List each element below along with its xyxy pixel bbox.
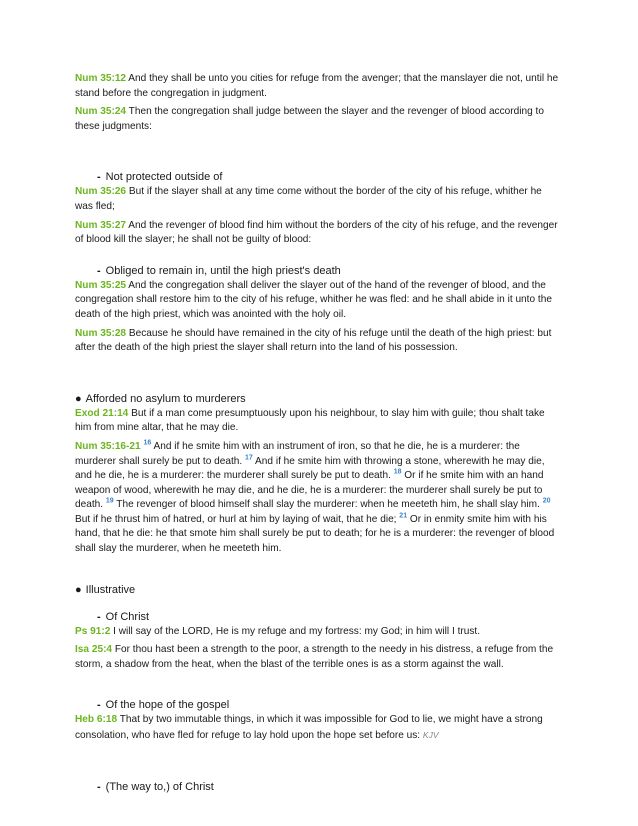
- translation-tag: KJV: [422, 730, 439, 741]
- verse-text: I will say of the LORD, He is my refuge and my fortress: my God; in him will I trust.: [110, 625, 481, 637]
- verse-reference[interactable]: Num 35:28: [75, 327, 127, 339]
- verse-text: And if he smite him with throwing a stone, wherewith he may die, and he die, he is a murderer: the murderer shall surely be put to death.: [75, 455, 545, 482]
- verse-text: And they shall be unto you cities for refuge from the avenger; that the manslayer die not, until he stand before the congregation in judgment.: [75, 73, 559, 99]
- verse: [75, 279, 562, 323]
- verse-text: And the revenger of blood find him without the borders of the city of his refuge, and the revenger of blood kill the slayer; he shall not be guilty of blood:: [75, 219, 558, 246]
- verse-number: 20: [542, 497, 551, 505]
- verse-reference[interactable]: Exod 21:14: [75, 407, 129, 419]
- verse-reference[interactable]: Heb 6:18: [75, 714, 118, 726]
- verse: [75, 713, 562, 743]
- verse: [75, 327, 562, 356]
- verse-reference[interactable]: Num 35:27: [75, 219, 127, 231]
- verse: [75, 625, 562, 640]
- verse: [75, 105, 562, 134]
- verse: [75, 219, 562, 248]
- subheading: [75, 780, 562, 795]
- dash-marker: -: [97, 171, 101, 184]
- subheading-text: Not protected outside of: [105, 171, 223, 184]
- verse-text: For thou hast been a strength to the poor, a strength to the needy in his distress, a refuge from the storm, a shadow from the heat, when the blast of the terrible ones is as a storm against the wall.: [75, 644, 554, 670]
- verse-text: Because he should have remained in the city of his refuge until the death of the high priest: but after the death of the high priest the slayer shall return into the land of his possession.: [75, 327, 552, 354]
- verse-reference[interactable]: Num 35:26: [75, 186, 127, 198]
- verse: [75, 72, 562, 101]
- verse-number: 17: [245, 454, 253, 462]
- section-heading: [75, 392, 562, 407]
- section-heading: [75, 583, 562, 598]
- subheading: [75, 698, 562, 713]
- verse-text: But if a man come presumptuously upon his neighbour, to slay him with guile; thou shalt take him from mine altar, that he may die.: [75, 407, 545, 434]
- section-heading-text: Afforded no asylum to murderers: [85, 392, 246, 405]
- verse-reference[interactable]: Num 35:24: [75, 106, 127, 118]
- verse-reference[interactable]: Ps 91:2: [75, 625, 111, 637]
- subheading-text: Of Christ: [105, 610, 150, 623]
- verse-text: The revenger of blood himself shall slay the murderer: when he meeteth him, he shall slay him.: [113, 499, 543, 511]
- verse: [75, 643, 562, 672]
- verse-text: Then the congregation shall judge between the slayer and the revenger of blood according to these judgments:: [75, 106, 544, 132]
- section-heading-text: Illustrative: [85, 583, 136, 596]
- verse-reference[interactable]: Num 35:25: [75, 279, 127, 291]
- subheading: [75, 264, 562, 279]
- subheading: [75, 610, 562, 625]
- verse-text: And the congregation shall deliver the slayer out of the hand of the revenger of blood, and the congregation shall restore him to the city of his refuge, whither he was fled: and he shall abide in it unto the death of the high priest, which was anointed with the holy oil.: [75, 279, 552, 320]
- dash-marker: -: [97, 699, 101, 712]
- dash-marker: -: [97, 264, 101, 277]
- verse: [75, 185, 562, 214]
- dash-marker: -: [97, 780, 101, 793]
- document-page: [75, 72, 562, 795]
- passage: [75, 440, 562, 557]
- subheading-text: Of the hope of the gospel: [105, 699, 230, 712]
- bullet-icon: ●: [75, 583, 82, 596]
- verse-text: That by two immutable things, in which it was impossible for God to lie, we might have a strong consolation, who have fled for refuge to lay hold upon the hope set before us:: [75, 714, 543, 742]
- verse-text: Or if he smite him with an hand weapon of wood, wherewith he may die, and he die, he is a murderer: the murderer shall surely be put to death.: [75, 470, 544, 511]
- dash-marker: -: [97, 610, 101, 623]
- verse: [75, 407, 562, 436]
- verse-reference[interactable]: Isa 25:4: [75, 644, 113, 656]
- subheading-text: Obliged to remain in, until the high priest's death: [105, 264, 341, 277]
- verse-text: But if the slayer shall at any time come without the border of the city of his refuge, whither he was fled;: [75, 186, 542, 212]
- verse-number: 16: [143, 439, 152, 447]
- verse-reference[interactable]: Num 35:16-21: [75, 440, 141, 452]
- subheading: [75, 170, 562, 185]
- verse-reference[interactable]: Num 35:12: [75, 73, 127, 84]
- subheading-text: (The way to,) of Christ: [105, 780, 214, 793]
- verse-text: But if he thrust him of hatred, or hurl at him by laying of wait, that he die;: [75, 513, 400, 525]
- verse-text: And if he smite him with an instrument of iron, so that he die, he is a murderer: the murderer shall surely be put to death.: [75, 440, 520, 467]
- verse-text: Or in enmity smite him with his hand, that he die: he that smote him shall surely be put to death; for he is a murderer: the revenger of blood shall slay the murderer, when he meeteth him.: [75, 513, 555, 555]
- verse-number: 18: [393, 468, 402, 476]
- verse-number: 19: [105, 497, 114, 505]
- verse-number: 21: [399, 512, 408, 520]
- bullet-icon: ●: [75, 392, 82, 405]
